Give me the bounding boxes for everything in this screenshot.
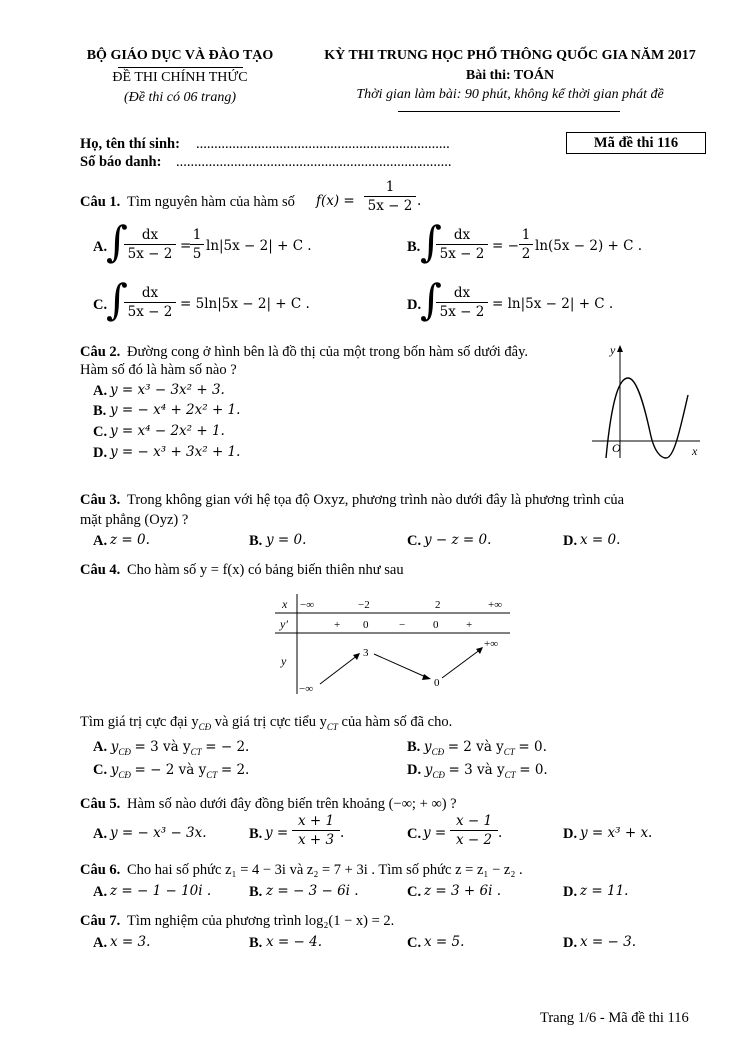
q5-b-pre: y =	[265, 825, 289, 841]
q1-c-frac	[124, 284, 176, 321]
q5-option-a[interactable]: y = − x³ − 3x.	[110, 825, 207, 841]
q3-option-a[interactable]: z = 0.	[110, 532, 150, 548]
q3-option-d[interactable]: x = 0.	[580, 532, 621, 548]
q4-option-c[interactable]	[93, 762, 249, 780]
q1-d-rhs: = ln|5x − 2| + C .	[492, 296, 614, 312]
x-val-neg2: −2	[358, 599, 370, 611]
q4-option-a[interactable]	[93, 739, 249, 757]
q4-option-b-label: B.	[407, 739, 421, 755]
q1-a-coef-den: 5	[190, 244, 204, 263]
y-val-0: 0	[434, 677, 440, 689]
name-field[interactable]: ......................................................................	[196, 136, 450, 152]
y-val-pos-inf: +∞	[484, 638, 499, 650]
q7-option-a[interactable]: x = 3.	[110, 934, 151, 950]
q2-text2: Hàm số đó là hàm số nào ?	[80, 362, 237, 378]
sign-plus: +	[334, 619, 341, 631]
q5-label: Câu 5.	[80, 796, 121, 812]
q4-question-end: của hàm số đã cho.	[341, 714, 453, 730]
q2-option-c[interactable]: y = x⁴ − 2x² + 1.	[110, 423, 225, 439]
q2-label: Câu 2.	[80, 344, 121, 360]
q1-d-den: 5x − 2	[436, 302, 488, 321]
q5-c-pre: y =	[423, 825, 447, 841]
q1-b-eq: = −	[492, 238, 519, 254]
q2-option-a-label[interactable]: A.	[93, 383, 108, 399]
q2-option-d-label[interactable]: D.	[93, 445, 108, 461]
q3-option-c-label[interactable]: C.	[407, 533, 422, 549]
q1-a-eq: =	[180, 238, 192, 254]
q6-option-a[interactable]: z = − 1 − 10i .	[110, 883, 212, 899]
q4-c-s2: CT	[206, 769, 218, 780]
q2-option-b[interactable]: y = − x⁴ + 2x² + 1.	[110, 402, 241, 418]
q1-b-frac	[436, 226, 488, 263]
q4-c-v1: = − 2 và y	[134, 762, 207, 778]
q2-option-c-label[interactable]: C.	[93, 424, 108, 440]
integral-icon: ∫	[420, 275, 442, 324]
variation-table	[270, 592, 515, 698]
q1-a-frac	[124, 226, 176, 263]
q4-question	[80, 714, 452, 732]
q1-b-den: 5x − 2	[436, 244, 488, 263]
time-note: Thời gian làm bài: 90 phút, không kể thời gian phát đề	[356, 87, 664, 102]
q7-option-c-label[interactable]: C.	[407, 935, 422, 951]
q1-b-coef	[519, 226, 533, 263]
q1-c-num: dx	[141, 285, 159, 301]
y-arrow-icon	[617, 345, 623, 352]
q1-option-a-label[interactable]: A.	[93, 239, 108, 255]
q4-a-s1: CĐ	[118, 746, 131, 757]
name-label: Họ, tên thí sinh:	[80, 136, 180, 152]
sign-minus: −	[399, 619, 406, 631]
q5-b-end: .	[340, 825, 345, 841]
q4-question-mid: và giá trị cực tiểu y	[214, 714, 327, 730]
q3-option-b-label[interactable]: B.	[249, 533, 263, 549]
q4-b-v1: = 2 và y	[447, 739, 504, 755]
q1-text: Tìm nguyên hàm của hàm số	[127, 194, 295, 210]
x-axis-label: x	[692, 444, 698, 458]
q4-option-a-label: A.	[93, 739, 108, 755]
sign-plus: +	[466, 619, 473, 631]
sub-cd: CĐ	[198, 721, 212, 732]
q2-graph	[588, 340, 703, 460]
sign-zero: 0	[363, 619, 369, 631]
y-val-neg-inf: −∞	[299, 683, 314, 695]
q1-frac-den: 5x − 2	[364, 196, 416, 215]
q4-d-y1: y	[424, 762, 433, 778]
q3-option-c[interactable]: y − z = 0.	[424, 532, 492, 548]
q1-c-rhs: = 5ln|5x − 2| + C .	[180, 296, 310, 312]
q4-b-s1: CĐ	[431, 746, 445, 757]
ministry-name: BỘ GIÁO DỤC VÀ ĐÀO TẠO	[86, 48, 274, 63]
q4-a-y1: y	[110, 739, 119, 755]
q1-a-num: dx	[141, 227, 159, 243]
q5-c-den: x − 2	[450, 830, 498, 849]
q7-option-d-label[interactable]: D.	[563, 935, 578, 951]
q4-option-b[interactable]	[407, 739, 547, 757]
pages-note: (Đề thi có 06 trang)	[124, 90, 236, 105]
table-x-label: x	[282, 597, 288, 611]
header-divider-right	[398, 111, 620, 112]
q7-option-a-label[interactable]: A.	[93, 935, 108, 951]
q3-option-a-label[interactable]: A.	[93, 533, 108, 549]
increase-arrow-icon	[320, 655, 358, 684]
sub-ct: CT	[326, 721, 338, 732]
q1-a-rhs: ln|5x − 2| + C .	[206, 238, 312, 254]
q1-fraction	[364, 178, 416, 215]
q1-b-coef-num: 1	[521, 227, 531, 243]
q6-option-d[interactable]: z = 11.	[580, 883, 629, 899]
origin-label: O	[612, 441, 621, 455]
x-val-2: 2	[435, 599, 441, 611]
q5-option-a-label[interactable]: A.	[93, 826, 108, 842]
q1-a-coef-num: 1	[192, 227, 202, 243]
q1-b-num: dx	[453, 227, 471, 243]
q5-c-num: x − 1	[455, 813, 493, 829]
sign-zero: 0	[433, 619, 439, 631]
q4-c-s1: CĐ	[118, 769, 131, 780]
q1-a-den: 5x − 2	[124, 244, 176, 263]
integral-icon: ∫	[106, 275, 128, 324]
y-val-3: 3	[363, 647, 369, 659]
q7-option-b[interactable]: x = − 4.	[266, 934, 322, 950]
q7-option-c[interactable]: x = 5.	[424, 934, 465, 950]
exam-code-box: Mã đề thi 116	[566, 132, 706, 154]
q4-option-d[interactable]	[407, 762, 548, 780]
table-y-label: y	[281, 654, 287, 668]
q5-c-frac[interactable]	[450, 812, 498, 849]
q1-option-d-label[interactable]: D.	[407, 297, 422, 313]
q4-b-y1: y	[423, 739, 432, 755]
table-yp-label: y′	[280, 617, 288, 631]
q4-label: Câu 4.	[80, 562, 121, 578]
q1-end: .	[417, 193, 422, 209]
q5-option-d-label[interactable]: D.	[563, 826, 578, 842]
y-axis-label: y	[610, 343, 616, 357]
q6-option-c[interactable]: z = 3 + 6i .	[424, 883, 501, 899]
arrowhead-icon	[353, 653, 360, 660]
official-label: ĐỀ THI CHÍNH THỨC	[112, 70, 248, 85]
q4-text: Cho hàm số y = f(x) có bảng biến thiên như sau	[127, 562, 404, 578]
q1-label: Câu 1.	[80, 194, 121, 210]
q7-option-b-label[interactable]: B.	[249, 935, 263, 951]
q2-option-b-label[interactable]: B.	[93, 403, 107, 419]
q4-c-v2: = 2.	[220, 762, 250, 778]
q1-c-den: 5x − 2	[124, 302, 176, 321]
q5-c-end: .	[498, 825, 503, 841]
q5-b-den: x + 3	[292, 830, 340, 849]
subject: Bài thi: TOÁN	[465, 68, 555, 83]
q7-label: Câu 7.	[80, 913, 121, 929]
q1-b-coef-den: 2	[519, 244, 533, 263]
q4-a-v1: = 3 và y	[134, 739, 191, 755]
q6-option-b-label[interactable]: B.	[249, 884, 263, 900]
q4-d-v1: = 3 và y	[448, 762, 505, 778]
q5-option-c-label[interactable]: C.	[407, 826, 422, 842]
x-val-pos-inf: +∞	[488, 599, 503, 611]
q1-d-frac	[436, 284, 488, 321]
arrowhead-icon	[476, 647, 483, 654]
q3-option-d-label[interactable]: D.	[563, 533, 578, 549]
q5-b-frac[interactable]	[292, 812, 340, 849]
integral-icon: ∫	[106, 217, 128, 266]
id-field[interactable]: ............................................................................	[176, 154, 452, 170]
q3-text2: mặt phẳng (Oyz) ?	[80, 512, 189, 528]
q2-option-a[interactable]: y = x³ − 3x² + 3.	[110, 382, 225, 398]
integral-icon: ∫	[420, 217, 442, 266]
q6-label: Câu 6.	[80, 862, 121, 878]
q1-option-c-label[interactable]: C.	[93, 297, 108, 313]
q6-text: Cho hai số phức z₁ = 4 − 3i và z₂ = 7 + 3i . Tìm số phức z = z₁ − z₂ .	[127, 862, 523, 878]
q4-b-s2: CT	[503, 746, 515, 757]
increase-arrow-icon	[442, 649, 481, 678]
id-label: Số báo danh:	[80, 154, 162, 170]
q2-option-d[interactable]: y = − x³ + 3x² + 1.	[110, 444, 241, 460]
q4-d-s2: CT	[504, 769, 516, 780]
q6-option-d-label[interactable]: D.	[563, 884, 578, 900]
q4-option-c-label: C.	[93, 762, 108, 778]
page-footer: Trang 1/6 - Mã đề thi 116	[540, 1010, 689, 1026]
q6-option-a-label[interactable]: A.	[93, 884, 108, 900]
q1-d-num: dx	[453, 285, 471, 301]
q6-option-b[interactable]: z = − 3 − 6i .	[266, 883, 359, 899]
q3-label: Câu 3.	[80, 492, 121, 508]
x-val-neg-inf: −∞	[300, 599, 315, 611]
q5-text: Hàm số nào dưới đây đồng biến trên khoảng (−∞; + ∞) ?	[127, 796, 457, 812]
q4-d-s1: CĐ	[432, 769, 445, 780]
q1-fx: f(x) =	[316, 193, 355, 209]
decrease-arrow-icon	[374, 654, 428, 678]
q3-option-b[interactable]: y = 0.	[266, 532, 307, 548]
q4-b-v2: = 0.	[518, 739, 547, 755]
q2-text1: Đường cong ở hình bên là đồ thị của một trong bốn hàm số dưới đây.	[127, 344, 529, 360]
q5-b-num: x + 1	[297, 813, 335, 829]
q3-text1: Trong không gian với hệ tọa độ Oxyz, phương trình nào dưới đây là phương trình của	[127, 492, 625, 508]
q4-a-s2: CT	[190, 746, 202, 757]
q6-option-c-label[interactable]: C.	[407, 884, 422, 900]
q1-a-coef	[190, 226, 204, 263]
header-divider-left	[118, 67, 243, 68]
exam-title: KỲ THI TRUNG HỌC PHỔ THÔNG QUỐC GIA NĂM 2017	[324, 48, 696, 63]
q4-a-v2: = − 2.	[205, 739, 250, 755]
q1-b-rhs: ln(5x − 2) + C .	[535, 238, 643, 254]
q5-option-b-label[interactable]: B.	[249, 826, 263, 842]
q5-option-d[interactable]: y = x³ + x.	[580, 825, 653, 841]
q4-c-y1: y	[110, 762, 119, 778]
q4-question-start: Tìm giá trị cực đại y	[80, 714, 199, 730]
q7-option-d[interactable]: x = − 3.	[580, 934, 636, 950]
q4-d-v2: = 0.	[519, 762, 548, 778]
q1-frac-num: 1	[385, 179, 395, 195]
arrowhead-icon	[422, 674, 431, 680]
q1-option-b-label[interactable]: B.	[407, 239, 421, 255]
q7-text: Tìm nghiệm của phương trình log₂(1 − x) = 2.	[127, 913, 395, 929]
q4-option-d-label: D.	[407, 762, 422, 778]
